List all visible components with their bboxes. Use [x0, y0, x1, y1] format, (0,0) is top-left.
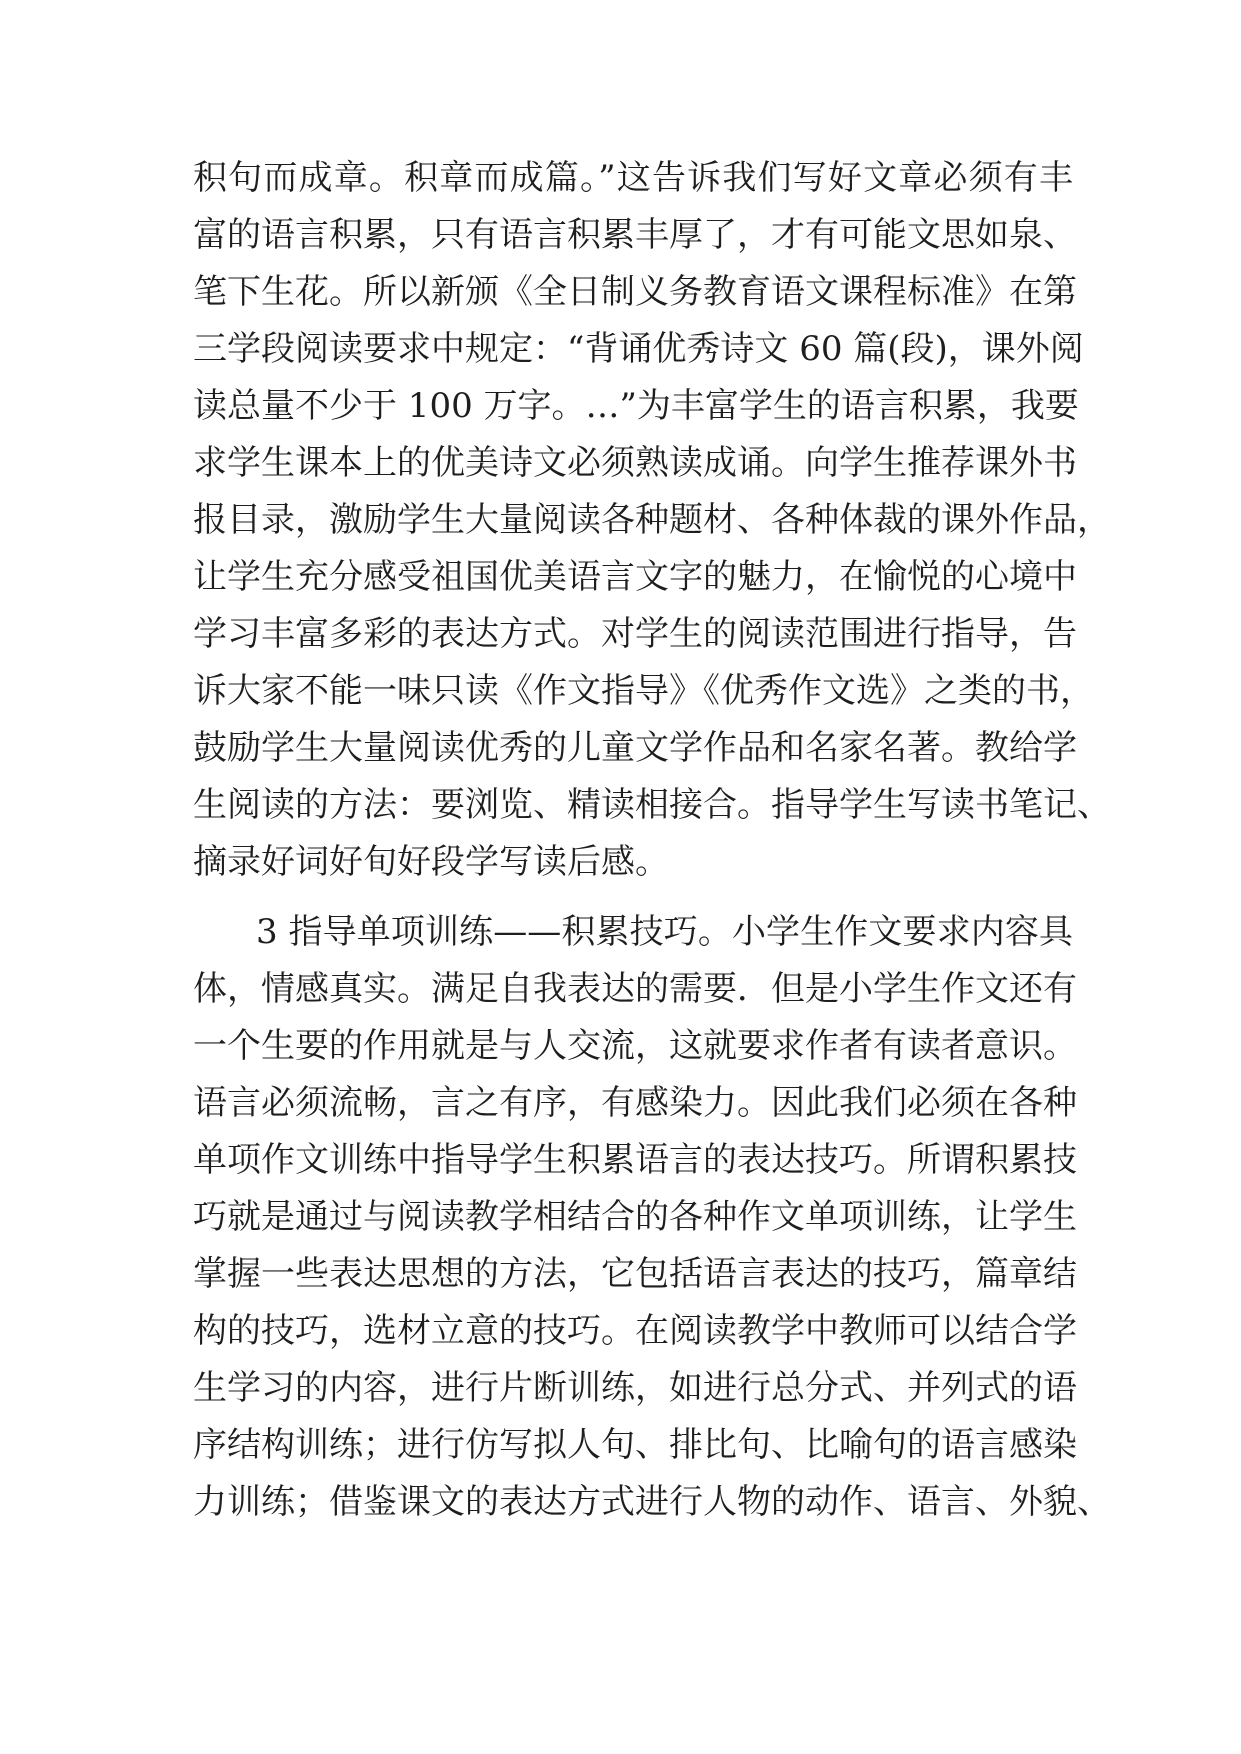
- text-line: 力训练；借鉴课文的表达方式进行人物的动作、语言、外貌、: [193, 1482, 1111, 1522]
- text-line: 读总量不少于 100 万字。…”为丰富学生的语言积累，我要: [193, 386, 1079, 426]
- text-line: 语言必须流畅，言之有序，有感染力。因此我们必须在各种: [193, 1083, 1077, 1123]
- text-line: 掌握一些表达思想的方法，它包括语言表达的技巧，篇章结: [193, 1254, 1077, 1294]
- text-line: 学习丰富多彩的表达方式。对学生的阅读范围进行指导，告: [193, 614, 1077, 654]
- text-line: 报目录，激励学生大量阅读各种题材、各种体裁的课外作品，: [193, 500, 1111, 540]
- text-line: 生阅读的方法：要浏览、精读相接合。指导学生写读书笔记、: [193, 785, 1111, 825]
- text-line: 生学习的内容，进行片断训练，如进行总分式、并列式的语: [193, 1368, 1077, 1408]
- text-line: 三学段阅读要求中规定：“背诵优秀诗文 60 篇(段)，课外阅: [193, 329, 1084, 369]
- text-line: 摘录好词好旬好段学写读后感。: [193, 842, 669, 882]
- text-line: 富的语言积累，只有语言积累丰厚了，才有可能文思如泉、: [193, 215, 1077, 255]
- text-line: 笔下生花。所以新颁《全日制义务教育语文课程标准》在第: [193, 272, 1077, 312]
- text-line: 诉大家不能一味只读《作文指导》《优秀作文选》之类的书，: [193, 671, 1094, 711]
- text-line: 积句而成章。积章而成篇。”这告诉我们写好文章必须有丰: [193, 158, 1073, 198]
- text-line: 让学生充分感受祖国优美语言文字的魅力，在愉悦的心境中: [193, 557, 1077, 597]
- text-line: 巧就是通过与阅读教学相结合的各种作文单项训练，让学生: [193, 1197, 1077, 1237]
- paragraph-first-line: 3 指导单项训练——积累技巧。小学生作文要求内容具: [256, 912, 1073, 952]
- text-line: 序结构训练；进行仿写拟人句、排比句、比喻句的语言感染: [193, 1425, 1077, 1465]
- text-line: 鼓励学生大量阅读优秀的儿童文学作品和名家名著。教给学: [193, 728, 1077, 768]
- text-line: 求学生课本上的优美诗文必须熟读成诵。向学生推荐课外书: [193, 443, 1077, 483]
- text-line: 一个生要的作用就是与人交流，这就要求作者有读者意识。: [193, 1026, 1077, 1066]
- text-line: 体，情感真实。满足自我表达的需要．但是小学生作文还有: [193, 969, 1077, 1009]
- text-line: 单项作文训练中指导学生积累语言的表达技巧。所谓积累技: [193, 1140, 1077, 1180]
- text-line: 构的技巧，选材立意的技巧。在阅读教学中教师可以结合学: [193, 1311, 1077, 1351]
